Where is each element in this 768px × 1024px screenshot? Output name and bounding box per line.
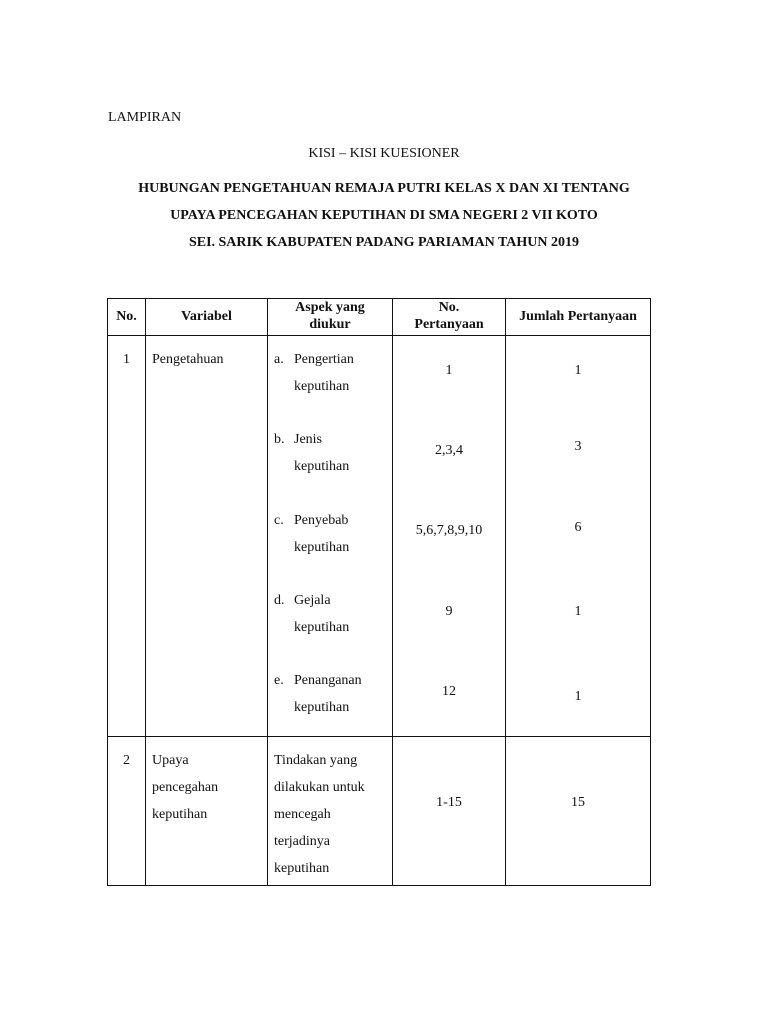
- header-variabel: Variabel: [181, 309, 232, 324]
- header-no-pertanyaan-line1: No.: [438, 300, 460, 315]
- row2-variabel-line: Upaya: [152, 753, 189, 768]
- row2-variabel-line: pencegahan: [152, 780, 219, 795]
- header-aspek-line1: Aspek yang: [295, 300, 365, 315]
- aspek-letter: e.: [274, 673, 284, 688]
- row2-jumlah: 15: [571, 795, 585, 810]
- row2-no-pertanyaan: 1-15: [436, 795, 462, 810]
- no-pertanyaan-c: 5,6,7,8,9,10: [415, 523, 483, 538]
- aspek-text-cont: keputihan: [294, 620, 350, 635]
- header-jumlah: Jumlah Pertanyaan: [519, 309, 637, 324]
- jumlah-c: 6: [574, 520, 582, 535]
- table-border-right: [650, 298, 651, 886]
- aspek-item-c: [274, 507, 349, 561]
- row1-no: 1: [123, 352, 130, 367]
- no-pertanyaan-a: 1: [445, 363, 453, 378]
- heading-line-1: HUBUNGAN PENGETAHUAN REMAJA PUTRI KELAS X DAN XI TENTANG: [138, 181, 630, 196]
- aspek-text: Pengertian: [294, 352, 354, 367]
- heading-line-3: SEI. SARIK KABUPATEN PADANG PARIAMAN TAHUN 2019: [188, 235, 580, 250]
- row2-aspek: [274, 747, 365, 882]
- aspek-item-b: [274, 426, 349, 480]
- aspek-text-cont: keputihan: [294, 379, 350, 394]
- header-no-pertanyaan: [393, 299, 505, 333]
- aspek-text: Penanganan: [294, 673, 362, 688]
- header-no: No.: [116, 309, 137, 324]
- row2-variabel-line: keputihan: [152, 807, 208, 822]
- row2-aspek-line: Tindakan yang: [274, 753, 358, 768]
- lampiran-label: LAMPIRAN: [108, 110, 182, 125]
- row2-aspek-line: terjadinya: [274, 834, 330, 849]
- aspek-item-d: [274, 587, 349, 641]
- jumlah-e: 1: [574, 689, 582, 704]
- row2-aspek-line: mencegah: [274, 807, 331, 822]
- aspek-text: Gejala: [294, 593, 331, 608]
- aspek-text: Jenis: [294, 432, 322, 447]
- aspek-letter: d.: [274, 593, 285, 608]
- row1-variabel: Pengetahuan: [152, 352, 224, 367]
- aspek-text-cont: keputihan: [294, 459, 350, 474]
- header-no-pertanyaan-line2: Pertanyaan: [414, 317, 484, 332]
- header-aspek-line2: diukur: [309, 317, 351, 332]
- no-pertanyaan-b: 2,3,4: [435, 443, 463, 458]
- row2-aspek-line: keputihan: [274, 861, 330, 876]
- aspek-letter: a.: [274, 352, 284, 367]
- aspek-letter: c.: [274, 513, 284, 528]
- row2-no: 2: [123, 753, 130, 768]
- table-header-divider: [107, 335, 651, 336]
- table-col-divider: [145, 298, 146, 886]
- table-border-left: [107, 298, 108, 886]
- header-aspek: [268, 299, 392, 333]
- jumlah-d: 1: [574, 604, 582, 619]
- row2-aspek-line: dilakukan untuk: [274, 780, 365, 795]
- aspek-item-e: [274, 667, 362, 721]
- document-title: KISI – KISI KUESIONER: [308, 146, 460, 161]
- aspek-text-cont: keputihan: [294, 540, 350, 555]
- no-pertanyaan-d: 9: [445, 604, 453, 619]
- no-pertanyaan-e: 12: [442, 684, 456, 699]
- table-border-bottom: [107, 885, 651, 886]
- aspek-letter: b.: [274, 432, 285, 447]
- table-col-divider: [267, 298, 268, 886]
- jumlah-b: 3: [574, 439, 582, 454]
- row2-variabel: [152, 747, 218, 828]
- aspek-item-a: [274, 346, 354, 400]
- aspek-text-cont: keputihan: [294, 700, 350, 715]
- aspek-text: Penyebab: [294, 513, 349, 528]
- heading-line-2: UPAYA PENCEGAHAN KEPUTIHAN DI SMA NEGERI 2 VII KOTO: [170, 208, 598, 223]
- jumlah-a: 1: [574, 363, 582, 378]
- table-row-divider: [107, 736, 651, 737]
